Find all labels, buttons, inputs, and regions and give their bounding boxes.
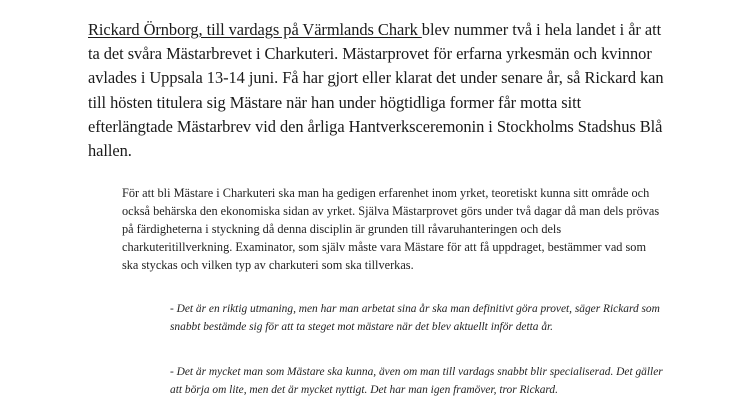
quote-paragraph: - Det är en riktig utmaning, men har man arbetat sina år ska man definitivt göra provet, säger Rickard som snabbt bestämde sig för att ta steget mot mästare när det blev aktuellt inför detta år. [170, 303, 660, 333]
lead-link[interactable]: Rickard Örnborg, till vardags på Värmlands Chark [88, 20, 422, 39]
quote-paragraph: - Det är mycket man som Mästare ska kunna, även om man till vardags snabbt blir specialiserad. Det gäller att börja om lite, men det är mycket nyttigt. Det har man igen framöver, tror Rickard. [170, 366, 663, 396]
lead-paragraph [88, 18, 668, 163]
lead-text: blev nummer två i hela landet i år att ta det svåra Mästarbrevet i Charkuteri. Mästarprovet för erfarna yrkesmän och kvinnor avlades i Uppsala 13-14 juni. Få har gjort eller klarat det under senare år, så Rickard kan till hösten titulera sig Mästare när han under högtidliga former får motta sitt efterlängtade Mästarbrev vid den årliga Hantverksceremonin i Stockholms Stadshus Blå hallen. [88, 20, 664, 161]
body-paragraph: För att bli Mästare i Charkuteri ska man ha gedigen erfarenhet inom yrket, teoretiskt kunna sitt område och också behärska den ekonomiska sidan av yrket. Själva Mästarprovet görs under två dagar då man dels prövas på färdigheterna i styckning då denna disciplin är grunden till råvaruhanteringen och dels charkuteritillverkning. Examinator, som själv måste vara Mästare för att få uppdraget, bestämmer vad som ska styckas och vilken typ av charkuteri som ska tillverkas. [122, 186, 660, 273]
